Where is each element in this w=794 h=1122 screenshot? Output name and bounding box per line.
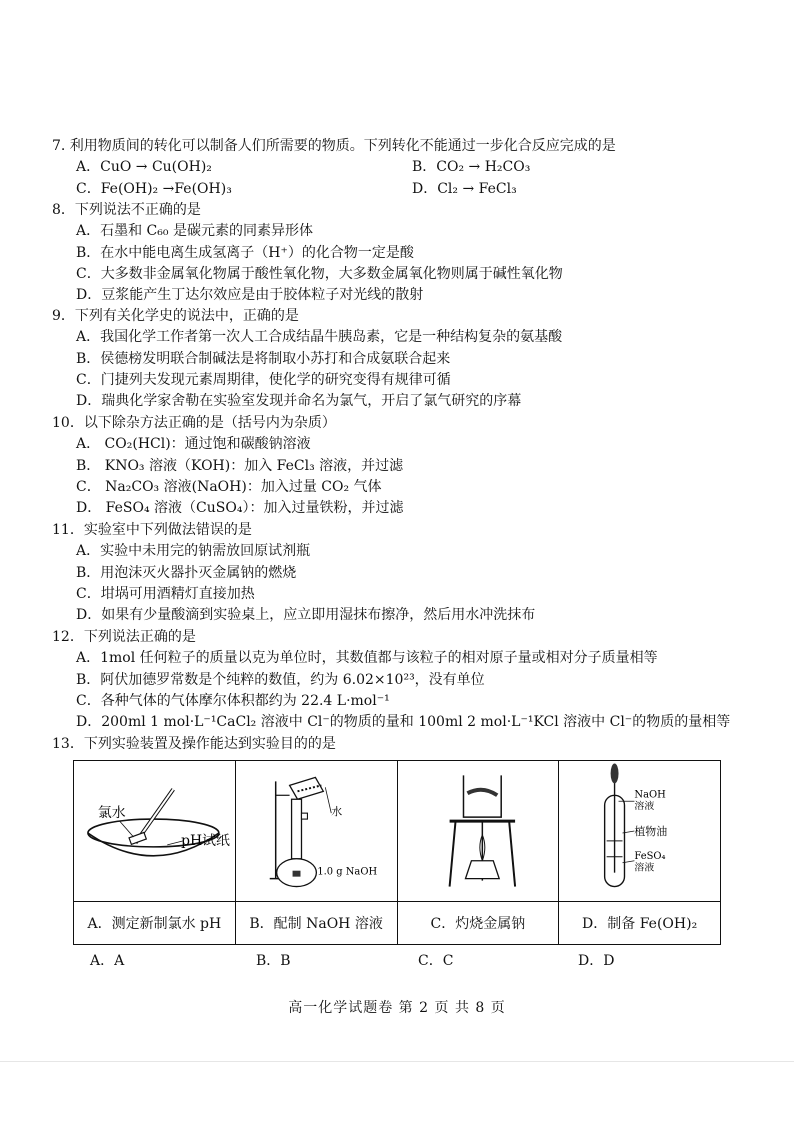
ph-paper-label: pH试纸 [181, 832, 230, 849]
question-9-option-b: B．侯德榜发明联合制碱法是将制取小苏打和合成氨联合起来 [76, 350, 451, 367]
question-12-stem: 12．下列说法正确的是 [52, 629, 196, 645]
question-13-option-c: C．C [418, 953, 454, 969]
question-11-option-c: C．坩埚可用酒精灯直接加热 [76, 585, 255, 602]
apparatus-a [74, 761, 236, 902]
question-12-option-a: A．1mol 任何粒子的质量以克为单位时，其数值都与该粒子的相对原子量或相对分子质量相等 [76, 650, 658, 667]
question-8-option-a: A．石墨和 C₆₀ 是碳元素的同素异形体 [76, 223, 313, 240]
apparatus-c [397, 761, 559, 902]
question-13-option-d: D．D [578, 953, 615, 969]
ferrous-hydroxide-illustration [559, 761, 720, 901]
apparatus-b [235, 761, 397, 902]
question-9-option-a: A．我国化学工作者第一次人工合成结晶牛胰岛素，它是一种结构复杂的氨基酸 [76, 329, 563, 346]
question-11-option-d: D．如果有少量酸滴到实验桌上，应立即用湿抹布擦净，然后用水冲洗抹布 [76, 607, 536, 624]
question-13-option-a: A．A [90, 953, 125, 969]
question-10-option-a: A． CO₂(HCl)：通过饱和碳酸钠溶液 [76, 436, 311, 453]
page-footer: 高一化学试题卷 第 2 页 共 8 页 [288, 1000, 506, 1016]
question-12-option-c: C．各种气体的气体摩尔体积都约为 22.4 L·mol⁻¹ [76, 692, 390, 709]
naoh-solution-label-line2: 溶液 [634, 801, 655, 813]
chlorine-water-label: 氯水 [97, 805, 126, 822]
question-10-option-d: D． FeSO₄ 溶液（CuSO₄）：加入过量铁粉，并过滤 [76, 500, 404, 517]
caption-b: B．配制 NaOH 溶液 [235, 902, 397, 945]
naoh-mass-label: 1.0 g NaOH [317, 866, 377, 878]
question-8-option-d: D．豆浆能产生丁达尔效应是由于胶体粒子对光线的散射 [76, 287, 424, 304]
question-10-option-b: B． KNO₃ 溶液（KOH)：加入 FeCl₃ 溶液，并过滤 [76, 457, 404, 474]
question-8-stem: 8．下列说法不正确的是 [52, 202, 201, 218]
question-10-stem: 10．以下除杂方法正确的是（括号内为杂质） [52, 415, 336, 431]
question-9-option-d: D．瑞典化学家舍勒在实验室发现并命名为氯气，开启了氯气研究的序幕 [76, 393, 522, 410]
question-13-stem: 13．下列实验装置及操作能达到实验目的的是 [52, 736, 336, 752]
naoh-flask-illustration [236, 761, 397, 901]
question-7-option-b: B．CO₂ → H₂CO₃ [412, 159, 531, 176]
question-11-option-b: B．用泡沫灭火器扑灭金属钠的燃烧 [76, 564, 297, 581]
question-12-option-d: D．200ml 1 mol·L⁻¹CaCl₂ 溶液中 Cl⁻的物质的量和 100ml 2 mol·L⁻¹KCl 溶液中 Cl⁻的物质的量相等 [76, 714, 731, 731]
question-10-option-c: C． Na₂CO₃ 溶液(NaOH)：加入过量 CO₂ 气体 [76, 478, 382, 495]
water-label: 水 [331, 805, 342, 819]
question-7 [52, 136, 752, 200]
question-8 [52, 200, 752, 306]
ph-test-illustration [74, 761, 235, 901]
question-11 [52, 520, 752, 626]
question-9 [52, 306, 752, 412]
naoh-solution-label-line1: NaOH [634, 789, 667, 801]
question-13-option-b: B．B [256, 953, 291, 969]
question-7-stem: 7. 利用物质间的转化可以制备人们所需要的物质。下列转化不能通过一步化合反应完成的是 [52, 138, 616, 154]
question-11-option-a: A．实验中未用完的钠需放回原试剂瓶 [76, 543, 311, 560]
question-13 [52, 734, 752, 755]
caption-a: A．测定新制氯水 pH [74, 902, 236, 945]
apparatus-d [559, 761, 721, 902]
vegetable-oil-label: 植物油 [634, 824, 668, 838]
question-8-option-b: B．在水中能电离生成氢离子（H⁺）的化合物一定是酸 [76, 244, 414, 261]
question-12-option-b: B．阿伏加德罗常数是个纯粹的数值，约为 6.02×10²³，没有单位 [76, 671, 485, 688]
apparatus-table [73, 760, 721, 945]
question-9-stem: 9．下列有关化学史的说法中，正确的是 [52, 308, 299, 324]
question-8-option-c: C．大多数非金属氧化物属于酸性氧化物，大多数金属氧化物则属于碱性氧化物 [76, 265, 563, 282]
feso4-label-line1: FeSO₄ [634, 850, 666, 862]
question-7-option-c: C．Fe(OH)₂ →Fe(OH)₃ [76, 180, 232, 197]
feso4-label-line2: 溶液 [634, 862, 655, 874]
question-11-stem: 11．实验室中下列做法错误的是 [52, 522, 252, 538]
question-12 [52, 627, 752, 733]
burn-sodium-illustration [398, 761, 559, 901]
question-7-option-d: D．Cl₂ → FeCl₃ [412, 180, 517, 197]
caption-d: D．制备 Fe(OH)₂ [559, 902, 721, 945]
question-9-option-c: C．门捷列夫发现元素周期律，使化学的研究变得有规律可循 [76, 371, 451, 388]
caption-c: C．灼烧金属钠 [397, 902, 559, 945]
question-10 [52, 413, 752, 519]
page-divider [0, 1061, 794, 1062]
question-7-option-a: A．CuO → Cu(OH)₂ [76, 159, 212, 176]
